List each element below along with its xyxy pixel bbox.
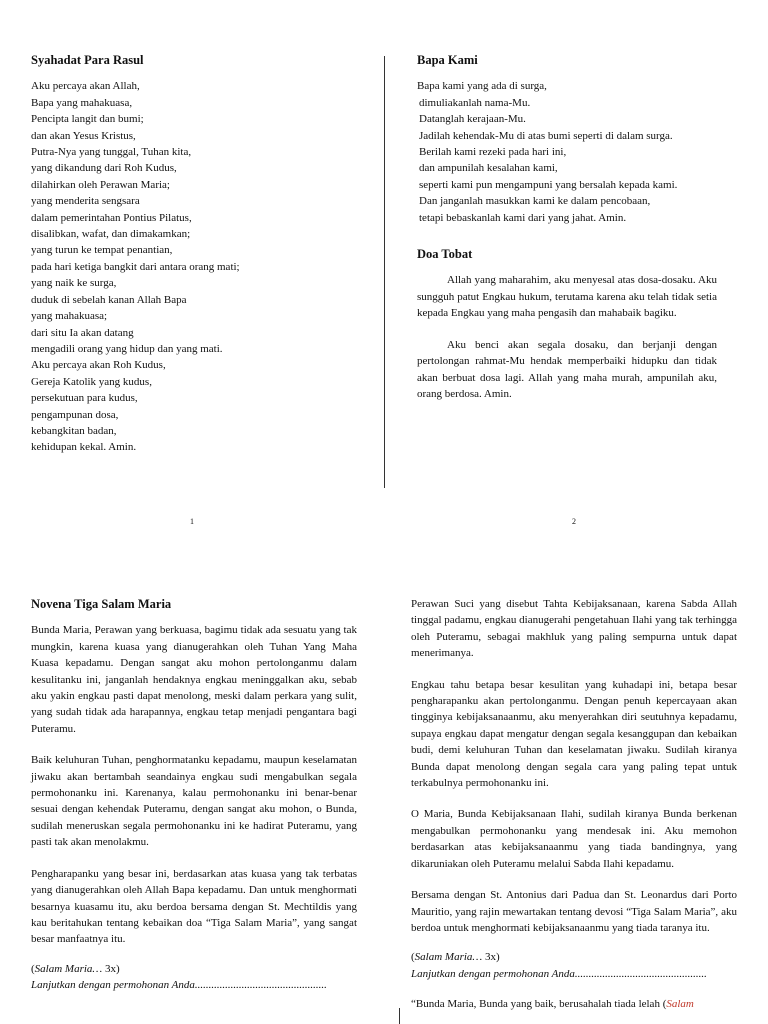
text-line: yang dikandung dari Roh Kudus, <box>31 162 177 175</box>
page-number-1: 1 <box>190 517 194 526</box>
salam-maria-label: Salam Maria… <box>34 962 103 975</box>
salam-maria-line: (Salam Maria… 3x) <box>31 962 120 975</box>
text-line: Bapa kami yang ada di surga, <box>417 80 547 93</box>
text-line: pengampunan dosa, <box>31 408 119 421</box>
text-line: pada hari ketiga bangkit dari antara orang mati; <box>31 260 240 273</box>
text-line: yang turun ke tempat penantian, <box>31 244 173 257</box>
paragraph: Bersama dengan St. Antonius dari Padua dan St. Leonardus dari Porto Mauritio, yang rajin mewartakan tentang devosi “Tiga Salam Maria”, aku berdoa untuk menghormati kebijaksanaanmu yang tiada taranya itu. <box>411 889 737 934</box>
text-line: kehidupan kekal. Amin. <box>31 441 137 454</box>
continue-request-line-2: Lanjutkan dengan permohonan Anda................................................ <box>411 967 707 980</box>
paragraph: Allah yang maharahim, aku menyesal atas dosa-dosaku. Aku sungguh patut Engkau hukum, terutama karena aku telah tidak setia kepada Engkau yang maha pengasih dan mahabaik bagiku. <box>417 274 717 320</box>
text-line: yang naik ke surga, <box>31 277 117 290</box>
text-line: yang mahakuasa; <box>31 310 108 323</box>
text-line: dimuliakanlah nama-Mu. <box>419 96 531 109</box>
text-line: Aku percaya akan Allah, <box>31 80 140 93</box>
doa-tobat-paragraphs <box>417 272 717 402</box>
doa-tobat-title: Doa Tobat <box>417 247 473 262</box>
text-line: Pencipta langit dan bumi; <box>31 113 144 126</box>
page-number-2: 2 <box>572 517 576 526</box>
page-1 <box>31 52 361 456</box>
creed-lines <box>31 78 361 455</box>
text-line: seperti kami pun mengampuni yang bersalah kepada kami. <box>419 178 678 191</box>
novena-title: Novena Tiga Salam Maria <box>31 597 172 611</box>
novena-paragraphs <box>31 622 357 947</box>
text-line: yang menderita sengsara <box>31 195 140 208</box>
text-line: kebangkitan badan, <box>31 424 117 437</box>
bapa-kami-title: Bapa Kami <box>417 53 478 67</box>
salam-maria-label-2: Salam Maria… <box>414 951 483 964</box>
paragraph: Aku benci akan segala dosaku, dan berjanji dengan pertolongan rahmat-Mu hendak memperbaiki hidupku dan tidak akan berbuat dosa lagi. Allah yang maha murah, ampunilah aku, orang berdosa. Amin. <box>417 338 717 400</box>
cutoff-line: “Bunda Maria, Bunda yang baik, berusahalah tiada lelah (Salam <box>411 998 694 1011</box>
text-line: dari situ Ia akan datang <box>31 326 134 339</box>
text-line: Putra-Nya yang tunggal, Tuhan kita, <box>31 146 192 159</box>
text-line: Datanglah kerajaan-Mu. <box>419 113 526 126</box>
column-divider-top <box>384 56 385 488</box>
continue-request-line: Lanjutkan dengan permohonan Anda................................................ <box>31 979 327 992</box>
paragraph: Perawan Suci yang disebut Tahta Kebijaksanaan, karena Sabda Allah tinggal padamu, engkau dianugerahi pengetahuan Ilahi yang tak terhingga oleh Puteramu, sebagai makhluk yang paling sempurna untuk dapat menerimanya. <box>411 598 737 660</box>
text-line: dan akan Yesus Kristus, <box>31 129 136 142</box>
salam-maria-line-2: (Salam Maria… 3x) <box>411 951 500 964</box>
text-line: disalibkan, wafat, dan dimakamkan; <box>31 228 191 241</box>
bapa-kami-lines <box>417 78 717 226</box>
text-line: dan ampunilah kesalahan kami, <box>419 162 558 175</box>
text-line: Aku percaya akan Roh Kudus, <box>31 359 166 372</box>
column-divider-bottom <box>399 1008 400 1024</box>
text-line: Jadilah kehendak-Mu di atas bumi seperti di dalam surga. <box>419 129 673 142</box>
text-line: dilahirkan oleh Perawan Maria; <box>31 178 170 191</box>
text-line: duduk di sebelah kanan Allah Bapa <box>31 293 187 306</box>
text-line: Dan janganlah masukkan kami ke dalam pencobaan, <box>419 195 651 208</box>
text-line: Berilah kami rezeki pada hari ini, <box>419 146 567 159</box>
page-1-title: Syahadat Para Rasul <box>31 53 144 67</box>
paragraph: Bunda Maria, Perawan yang berkuasa, bagimu tidak ada sesuatu yang tak mungkin, karena kuasa yang dianugerahkan oleh Tuhan Yang Maha Kuasa kepadamu. Dengan sangat aku mohon pertolonganmu dalam kesulitanku ini, janganlah hendaknya engkau meninggalkan aku, sebab aku yakin engkau pasti dapat menolong, meski dalam perkara yang sulit, yang sudah tidak ada harapannya, engkau tetap menjadi pengantara bagi Puteramu. <box>31 624 357 735</box>
page-4 <box>411 596 737 1013</box>
text-line: Bapa yang mahakuasa, <box>31 96 133 109</box>
text-line: persekutuan para kudus, <box>31 392 138 405</box>
paragraph: Pengharapanku yang besar ini, berdasarkan atas kuasa yang tak terbatas yang dianugerahkan oleh Allah Bapa kepadamu. Dan untuk menghormati besarnya kuasamu itu, aku berdoa bersama dengan St. Mechtildis yang kau beritahukan tentang kebaikan doa “Tiga Salam Maria”, yang sangat besar manfaatnya itu. <box>31 867 357 946</box>
page-2 <box>417 52 717 417</box>
text-line: tetapi bebaskanlah kami dari yang jahat. Amin. <box>419 211 627 224</box>
paragraph: Engkau tahu betapa besar kesulitan yang kuhadapi ini, betapa besar pengharapanku akan pertolonganmu. Dengan penuh kepercayaan akan tingginya kebijaksanaanmu, aku menyerahkan diri seutuhnya kepadamu, supaya engkau dapat mengatur dengan segala kesanggupan dan kebaikan budi, demi keluhuran Tuhan dan keselamatan jiwaku. Sudilah kiranya Bunda dapat menolong dengan segala cara yang paling tepat untuk terkabulnya permohonanku ini. <box>411 678 737 790</box>
paragraph: O Maria, Bunda Kebijaksanaan Ilahi, sudilah kiranya Bunda berkenan mengabulkan permohonanku yang mendesak ini. Aku memohon berdasarkan atas kebijaksanaanmu yang tiada bandingnya, yang dikaruniakan oleh Puteramu melalui Sabda Ilahi kepadamu. <box>411 808 737 870</box>
text-line: Gereja Katolik yang kudus, <box>31 375 152 388</box>
page-3 <box>31 596 357 994</box>
novena-continued-paragraphs <box>411 596 737 936</box>
text-line: mengadili orang yang hidup dan yang mati. <box>31 342 223 355</box>
text-line: dalam pemerintahan Pontius Pilatus, <box>31 211 192 224</box>
paragraph: Baik keluhuran Tuhan, penghormatanku kepadamu, maupun keselamatan jiwaku akan bertambah seandainya engkau sudi mengabulkan segala permohonanku ini. Karenanya, kalau permohonanku ini benar-benar sesuai dengan kehendak Puteramu, dengan sangat aku mohon, o Bunda, sudilah meneruskan segala permohonanku ini ke hadirat Puteramu, yang pasti tak akan menolakmu. <box>31 754 357 849</box>
